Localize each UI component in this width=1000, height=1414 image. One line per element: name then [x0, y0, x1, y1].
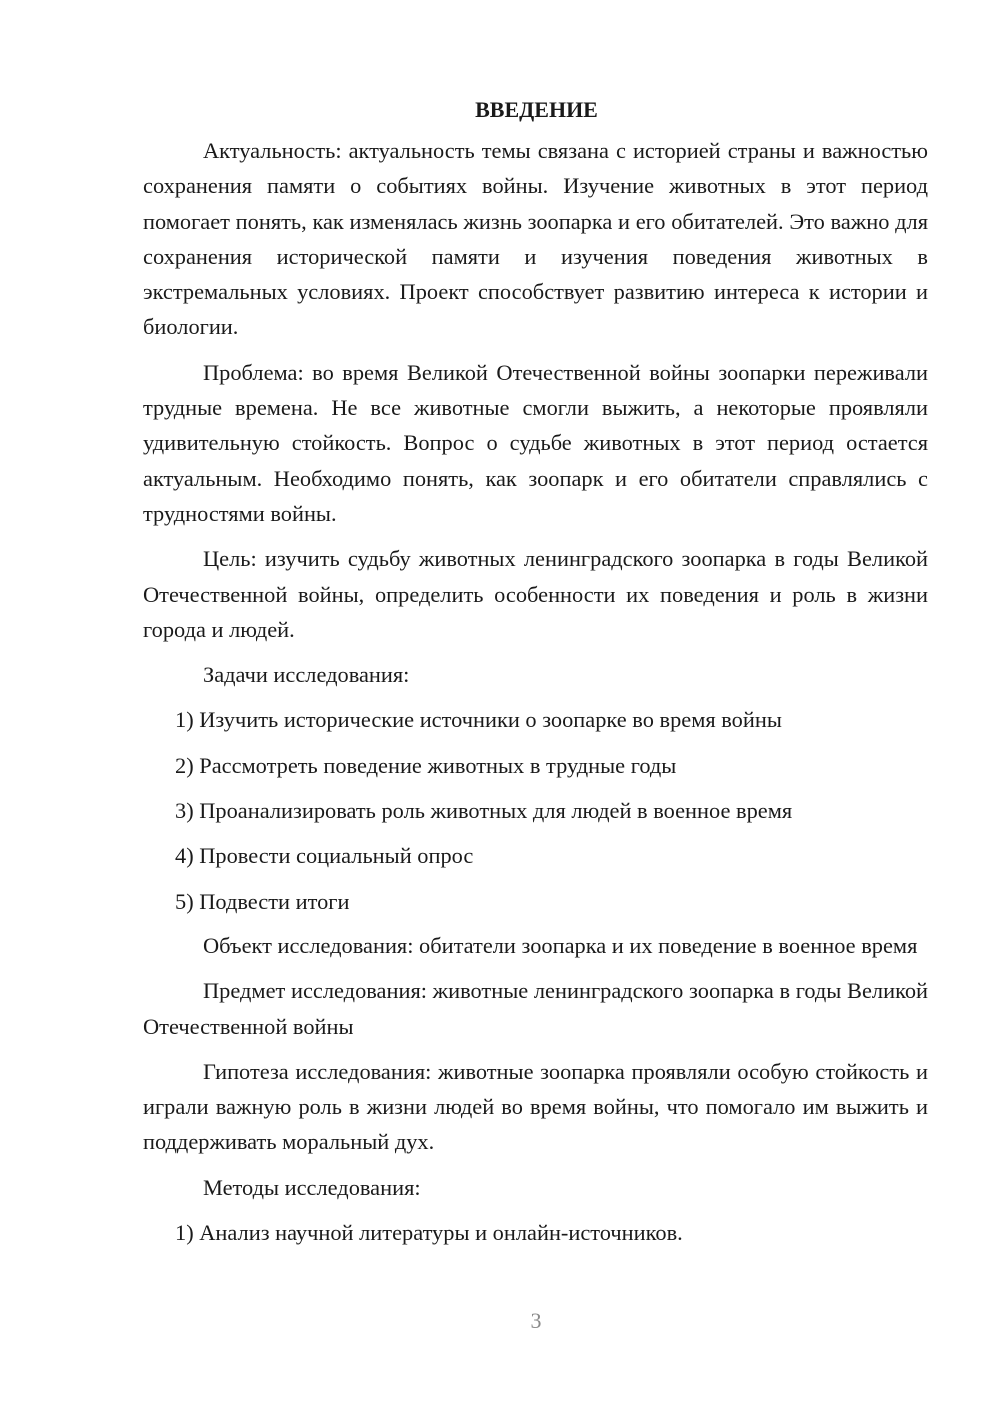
section-title: ВВЕДЕНИЕ	[475, 97, 598, 122]
task-item: 2) Рассмотреть поведение животных в трудные годы	[175, 752, 677, 778]
goal-paragraph: Цель: изучить судьбу животных ленинградского зоопарка в годы Великой Отечественной войны, определить особенности их поведения и роль в жизни города и людей.	[143, 546, 928, 642]
subject-paragraph: Предмет исследования: животные ленинградского зоопарка в годы Великой Отечественной войны	[143, 978, 928, 1039]
page-number: 3	[530, 1308, 542, 1333]
task-item: 4) Провести социальный опрос	[175, 843, 474, 869]
task-item: 3) Проанализировать роль животных для людей в военное время	[175, 798, 793, 824]
relevance-paragraph: Актуальность: актуальность темы связана с историей страны и важностью сохранения памяти о событиях войны. Изучение животных в этот период помогает понять, как изменялась жизнь зоопарка и его обитателей. Это важно для сохранения исторической памяти и изучения поведения животных в экстремальных условиях. Проект способствует развитию интереса к истории и биологии.	[143, 138, 928, 340]
object-paragraph: Объект исследования: обитатели зоопарка и их поведение в военное время	[203, 932, 918, 958]
hypothesis-paragraph: Гипотеза исследования: животные зоопарка проявляли особую стойкость и играли важную роль в жизни людей во время войны, что помогало им выжить и поддерживать моральный дух.	[143, 1058, 928, 1155]
tasks-heading: Задачи исследования:	[203, 662, 410, 688]
method-item: 1) Анализ научной литературы и онлайн-источников.	[175, 1220, 683, 1246]
methods-heading: Методы исследования:	[203, 1174, 421, 1200]
document-page	[143, 95, 928, 1250]
task-item: 1) Изучить исторические источники о зоопарке во время войны	[175, 707, 782, 733]
problem-paragraph: Проблема: во время Великой Отечественной войны зоопарки переживали трудные времена. Не все животные смогли выжить, а некоторые проявляли удивительную стойкость. Вопрос о судьбе животных в этот период остается актуальным. Необходимо понять, как зоопарк и его обитатели справлялись с трудностями войны.	[143, 359, 928, 526]
task-item: 5) Подвести итоги	[175, 888, 350, 914]
